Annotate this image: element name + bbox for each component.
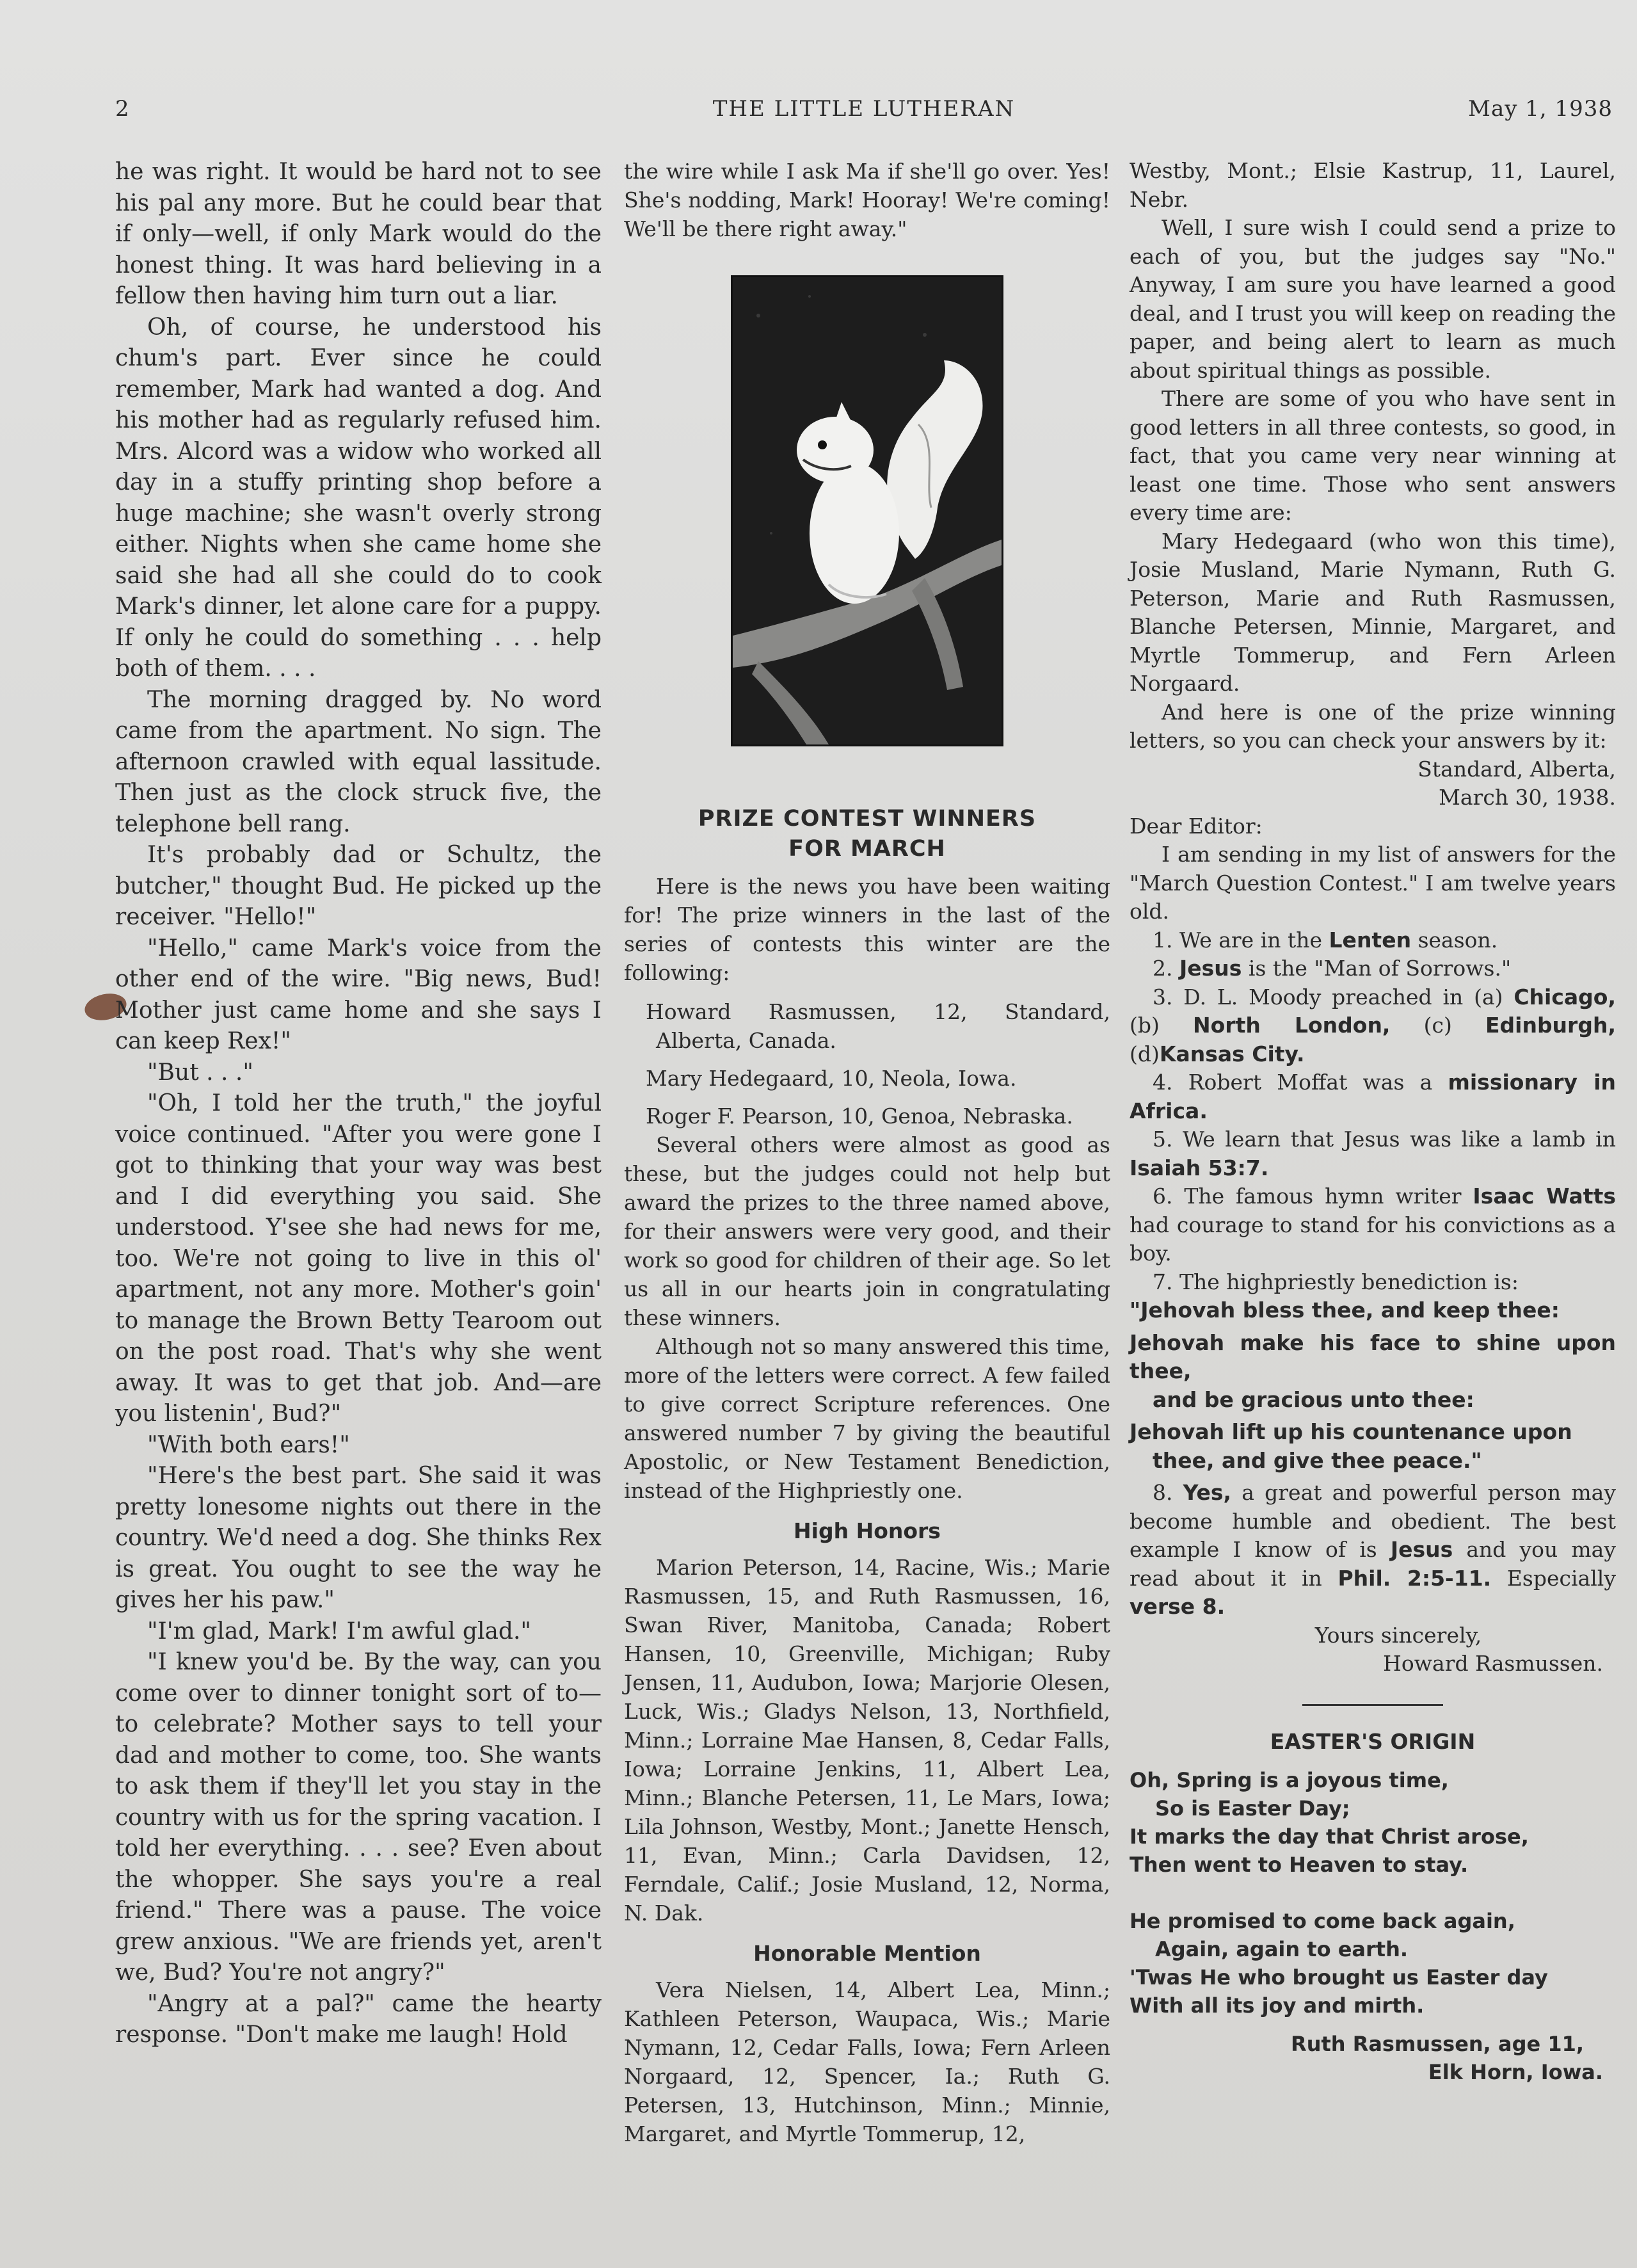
letter-column [1130,157,1616,2086]
answer-7: 7. The highpriestly benediction is: [1153,1269,1519,1294]
high-honors-list: Marion Peterson, 14, Racine, Wis.; Marie Rasmussen, 15, and Ruth Rasmussen, 16, Swan River, Manitoba, Canada; Robert Hansen, 10, Greenville, Michigan; Ruby Jensen, 11, Audubon, Iowa; Marjorie Olesen, Luck, Wis.; Gladys Nelson, 13, Northfield, Minn.; Lorraine Mae Hansen, 8, Cedar Falls, Iowa; Lorraine Jenkins, 11, Albert Lea, Minn.; Blanche Petersen, 11, Le Mars, Iowa; Lila Johnson, Westby, Mont.; Janette Hensch, 11, Evan, Minn.; Carla Davidsen, 12, Ferndale, Calif.; Josie Musland, 12, Norma, N. Dak. [624,1555,1110,1926]
high-honors-heading: High Honors [794,1518,941,1543]
answer-3: 3. D. L. Moody preached in (a) Chicago, (b) North London, (c) Edinburgh, (d)Kansas City. [1130,984,1616,1066]
poem-line: Oh, Spring is a joyous time, [1130,1768,1449,1792]
story-paragraph: It's probably dad or Schultz, the butcher," thought Bud. He picked up the receiver. "Hello!" [115,842,602,930]
poem-line: Then went to Heaven to stay. [1130,1853,1469,1877]
honorable-mention-heading: Honorable Mention [753,1941,981,1966]
poem-line: 'Twas He who brought us Easter day [1130,1965,1548,1990]
benediction-line: Jehovah lift up his countenance upon [1130,1419,1572,1444]
letter-signature: Howard Rasmussen. [1383,1651,1603,1676]
contest-column [624,157,1110,2148]
section-divider [1302,1704,1443,1706]
regular-senders-list: Mary Hedegaard (who won this time), Josie Musland, Marie Nymann, Ruth G. Peterson, Marie and Ruth Rasmussen, Blanche Petersen, Minnie, Margaret, and Myrtle Tommerup, and Fern Arleen Norgaard. [1130,528,1616,696]
letter-date: March 30, 1938. [1439,785,1616,810]
answer-2: 2. Jesus is the "Man of Sorrows." [1153,956,1512,981]
story-paragraph: Oh, of course, he understood his chum's part. Ever since he could remember, Mark had wanted a dog. And his mother had as regularly refused him. Mrs. Alcord was a widow who worked all day in a stuffy printing shop before a huge machine; she wasn't overly strong either. Nights when she came home she said she had all she could do to cook Mark's dinner, let alone care for a puppy. If only he could do something . . . help both of them. . . . [115,314,602,682]
squirrel-illustration [731,275,1003,746]
answer-5: 5. We learn that Jesus was like a lamb in Isaiah 53:7. [1130,1127,1616,1180]
letter-closing: Yours sincerely, [1314,1622,1482,1648]
poem-author: Ruth Rasmussen, age 11, [1291,2032,1584,2056]
contest-paragraph: Several others were almost as good as these, but the judges could not help but award the prizes to the three named above, for their answers were very good, and their work so good for children of their age. So let us all in our hearts join in congratulating these winners. [624,1132,1110,1330]
benediction-line: "Jehovah bless thee, and keep thee: [1130,1298,1560,1323]
letter-intro: I am sending in my list of answers for the "March Question Contest." I am twelve years old. [1130,842,1616,924]
story-paragraph: "But . . ." [147,1059,253,1086]
winner-entry: Howard Rasmussen, 12, Standard, Alberta, Canada. [646,999,1110,1053]
letter-place: Standard, Alberta, [1417,756,1616,782]
issue-date: May 1, 1938 [1468,96,1613,122]
story-paragraph: he was right. It would be hard not to see his pal any more. But he could bear that if only—well, if only Mark would do the honest thing. It was hard believing in a fellow then having him turn out a liar. [115,159,602,309]
poem-place: Elk Horn, Iowa. [1428,2060,1603,2084]
story-paragraph: "Oh, I told her the truth," the joyful voice continued. "After you were gone I got to thinking that your way was best and I did everything you said. She understood. Y'see she had news for me, too. We're not going to live in this ol' apartment, not any more. Mother's goin' to manage the Brown Betty Tearoom out on the post road. That's why she went away. It was to get that job. And—are you listenin', Bud?" [115,1090,602,1427]
answer-8: 8. Yes, a great and powerful person may become humble and obedient. The best example I know of is Jesus and you may read about it in Phil. 2:5-11. Especially verse 8. [1130,1480,1616,1619]
poem-title: EASTER'S ORIGIN [1270,1728,1476,1754]
poem-line: With all its joy and mirth. [1130,1993,1425,2018]
honorable-mention-list: Vera Nielsen, 14, Albert Lea, Minn.; Kathleen Peterson, Waupaca, Wis.; Marie Nymann, 12, Cedar Falls, Iowa; Fern Arleen Norgaard, 12, Spencer, Ia.; Ruth G. Petersen, 13, Hutchinson, Minn.; Minnie, Margaret, and Myrtle Tommerup, 12, [624,1977,1110,2146]
contest-paragraph: Here is the news you have been waiting for! The prize winners in the last of the series of contests this winter are the following: [624,874,1110,985]
story-paragraph: "I knew you'd be. By the way, can you come over to dinner tonight sort of to—to celebrate? Mother says to tell your dad and mother to come, too. She wants to ask them if they'll let you stay in the country with us for the spring vacation. I told her everything. . . . see? Even about the whopper. She says you're a real friend." There was a pause. The voice grew anxious. "We are friends yet, aren't we, Bud? You're not angry?" [115,1649,602,1986]
contest-paragraph: Although not so many answered this time, more of the letters were correct. A few failed to give correct Scripture references. One answered number 7 by giving the beautiful Apostolic, or New Testament Benediction, instead of the Highpriestly one. [624,1334,1110,1503]
contest-heading-line2: FOR MARCH [788,836,946,862]
poem-line: It marks the day that Christ arose, [1130,1824,1529,1849]
poem-line: So is Easter Day; [1155,1796,1350,1821]
honorable-mention-cont: Westby, Mont.; Elsie Kastrup, 11, Laurel, Nebr. [1130,158,1616,212]
story-paragraph: "With both ears!" [147,1431,350,1458]
publication-title: THE LITTLE LUTHERAN [712,96,1016,122]
story-ending: the wire while I ask Ma if she'll go over. Yes! She's nodding, Mark! Hooray! We're coming! We'll be there right away." [624,159,1110,241]
page-number: 2 [115,96,130,122]
story-paragraph: "Hello," came Mark's voice from the other end of the wire. "Big news, Bud! Mother just came home and she says I can keep Rex!" [115,935,602,1054]
editor-paragraph: Well, I sure wish I could send a prize to each of you, but the judges say "No." Anyway, I am sure you have learned a good deal, and I trust you will keep on reading the paper, and being alert to learn as much about spiritual things as possible. [1130,215,1616,383]
answer-6: 6. The famous hymn writer Isaac Watts had courage to stand for his convictions as a boy. [1130,1184,1616,1266]
poem [1130,1766,1616,2086]
story-paragraph: "I'm glad, Mark! I'm awful glad." [147,1618,531,1645]
story-paragraph: The morning dragged by. No word came from the apartment. No sign. The afternoon crawled with equal lassitude. Then just as the clock struck five, the telephone bell rang. [115,686,602,837]
winner-entry: Roger F. Pearson, 10, Genoa, Nebraska. [646,1104,1073,1129]
poem-line: Again, again to earth. [1155,1937,1409,1961]
editor-paragraph: And here is one of the prize winning letters, so you can check your answers by it: [1130,699,1616,753]
story-paragraph: "Angry at a pal?" came the hearty response. "Don't make me laugh! Hold [115,1990,602,2048]
editor-paragraph: There are some of you who have sent in good letters in all three contests, so good, in fact, that you came very near winning at least one time. Those who sent answers every time are: [1130,386,1616,525]
squirrel-icon [733,277,1002,744]
answer-4: 4. Robert Moffat was a missionary in Africa. [1130,1070,1617,1123]
story-column [115,157,602,2051]
story-paragraph: "Here's the best part. She said it was pretty lonesome nights out there in the country. We'd need a dog. She thinks Rex is great. You ought to see the way he gives her his paw." [115,1463,602,1613]
winner-entry: Mary Hedegaard, 10, Neola, Iowa. [646,1066,1017,1091]
letter-salutation: Dear Editor: [1130,813,1263,839]
benediction-line: Jehovah make his face to shine upon thee, [1130,1330,1616,1383]
page-header [115,90,1613,128]
contest-heading: PRIZE CONTEST WINNERS [698,806,1037,832]
benediction-line: thee, and give thee peace." [1153,1447,1482,1473]
benediction-line: and be gracious unto thee: [1153,1387,1474,1412]
poem-line: He promised to come back again, [1130,1909,1515,1933]
answer-1: 1. We are in the Lenten season. [1153,927,1498,953]
